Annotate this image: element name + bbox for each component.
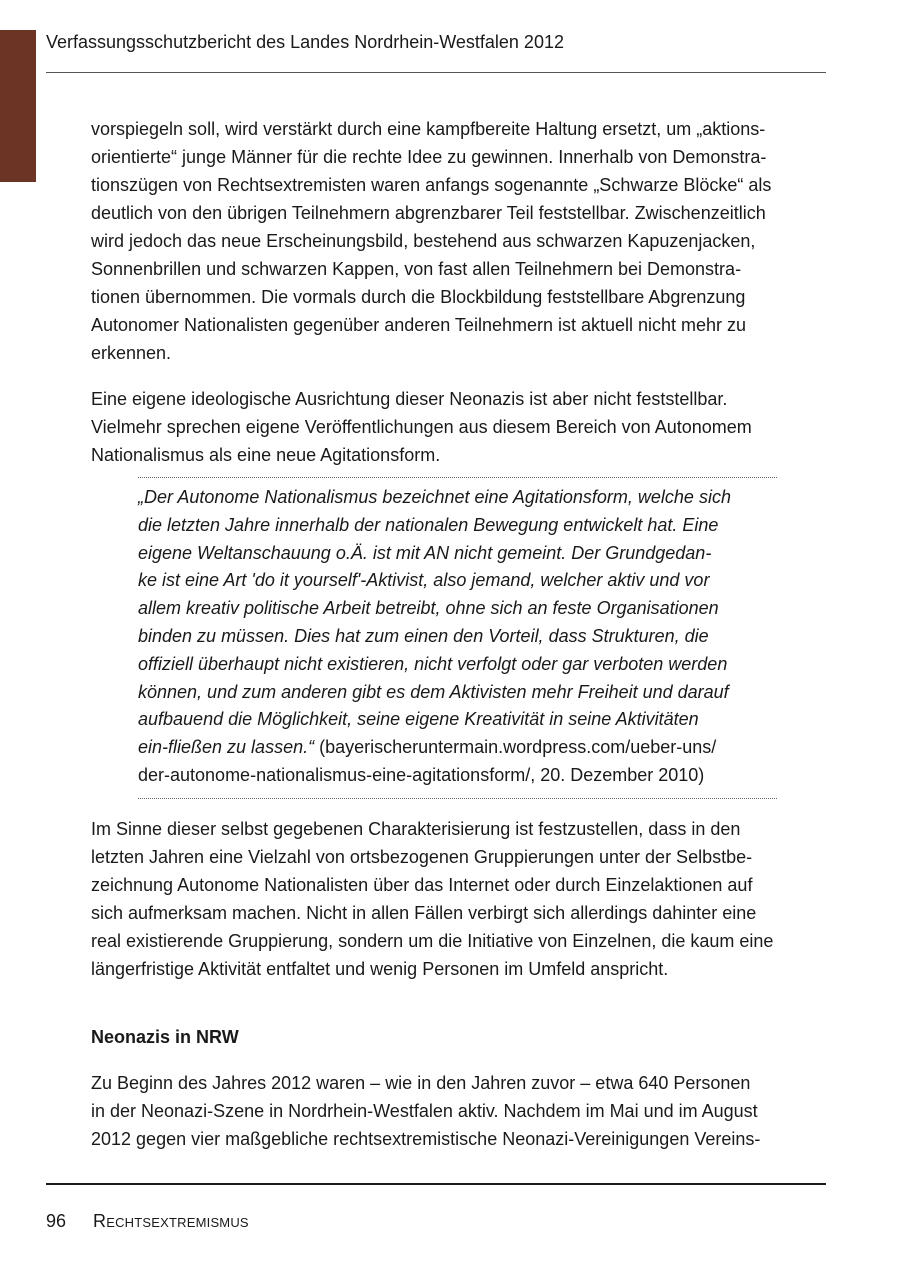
paragraph-2 xyxy=(91,385,826,469)
main-content xyxy=(91,115,826,1153)
text-line: orientierte“ junge Männer für die rechte Idee zu gewinnen. Innerhalb von Demonstra- xyxy=(91,147,767,167)
chapter-marker-tab xyxy=(0,30,36,182)
quote-closing-line xyxy=(138,734,777,762)
page-number: 96 xyxy=(46,1211,67,1231)
text-line: längerfristige Aktivität entfaltet und wenig Personen im Umfeld anspricht. xyxy=(91,958,669,979)
text-line: real existierende Gruppierung, sondern um die Initiative von Einzelnen, die kaum eine xyxy=(91,930,774,951)
text-line: tionszügen von Rechtsextremisten waren anfangs sogenannte „Schwarze Blöcke“ als xyxy=(91,175,772,195)
text-line: in der Neonazi-Szene in Nordrhein-Westfalen aktiv. Nachdem im Mai und im August xyxy=(91,1100,758,1121)
text-line: deutlich von den übrigen Teilnehmern abgrenzbarer Teil feststellbar. Zwischenzeitlich xyxy=(91,203,766,223)
paragraph-4 xyxy=(91,1069,826,1153)
text-line: Im Sinne dieser selbst gegebenen Charakterisierung ist festzustellen, dass in den xyxy=(91,818,741,839)
paragraph-spacer xyxy=(91,367,826,385)
quote-line: allem kreativ politische Arbeit betreibt, ohne sich an feste Organisationen xyxy=(138,598,719,619)
quotation-box xyxy=(138,477,777,799)
quote-source-start: (bayerischeruntermain.wordpress.com/ueber-uns/ xyxy=(314,737,717,758)
text-line: sich aufmerksam machen. Nicht in allen Fällen verbirgt sich allerdings dahinter eine xyxy=(91,902,757,923)
text-line: Vielmehr sprechen eigene Veröffentlichungen aus diesem Bereich von Autonomem xyxy=(91,417,752,437)
text-line: Autonomer Nationalisten gegenüber anderen Teilnehmern ist aktuell nicht mehr zu xyxy=(91,315,747,335)
text-line: Eine eigene ideologische Ausrichtung dieser Neonazis ist aber nicht feststellbar. xyxy=(91,389,728,409)
paragraph-3 xyxy=(91,815,826,983)
text-line: tionen übernommen. Die vormals durch die Blockbildung feststellbare Abgrenzung xyxy=(91,287,746,307)
text-line: vorspiegeln soll, wird verstärkt durch eine kampfbereite Haltung ersetzt, um „aktions- xyxy=(91,119,766,139)
text-line: 2012 gegen vier maßgebliche rechtsextremistische Neonazi-Vereinigungen Vereins- xyxy=(91,1128,761,1149)
quote-line: eigene Weltanschauung o.Ä. ist mit AN nicht gemeint. Der Grundgedan- xyxy=(138,542,712,563)
quote-source-line: der-autonome-nationalismus-eine-agitationsform/, 20. Dezember 2010) xyxy=(138,764,705,785)
text-line: wird jedoch das neue Erscheinungsbild, bestehend aus schwarzen Kapuzenjacken, xyxy=(91,231,756,251)
quote-line: binden zu müssen. Dies hat zum einen den Vorteil, dass Strukturen, die xyxy=(138,625,709,646)
paragraph-spacer xyxy=(91,799,826,815)
footer-section-name: Rechtsextremismus xyxy=(93,1211,249,1231)
text-line: erkennen. xyxy=(91,343,172,363)
section-spacer xyxy=(91,983,826,1023)
quote-closing-text: ein-fließen zu lassen.“ xyxy=(138,737,315,758)
quote-line: „Der Autonome Nationalismus bezeichnet eine Agitationsform, welche sich xyxy=(138,487,731,507)
paragraph-spacer xyxy=(91,1051,826,1069)
quote-line: aufbauend die Möglichkeit, seine eigene Kreativität in seine Aktivitäten xyxy=(138,709,699,730)
text-line: Nationalismus als eine neue Agitationsform. xyxy=(91,445,441,465)
header-divider xyxy=(46,72,826,73)
paragraph-1 xyxy=(91,115,826,367)
section-heading: Neonazis in NRW xyxy=(91,1026,239,1047)
text-line: Zu Beginn des Jahres 2012 waren – wie in den Jahren zuvor – etwa 640 Personen xyxy=(91,1072,751,1093)
footer-divider xyxy=(46,1183,826,1185)
quote-line: die letzten Jahre innerhalb der nationalen Bewegung entwickelt hat. Eine xyxy=(138,514,719,535)
quote-line: ke ist eine Art 'do it yourself'-Aktivist, also jemand, welcher aktiv und vor xyxy=(138,570,710,591)
text-line: zeichnung Autonome Nationalisten über das Internet oder durch Einzelaktionen auf xyxy=(91,874,753,895)
running-header-title: Verfassungsschutzbericht des Landes Nordrhein-Westfalen 2012 xyxy=(46,32,564,52)
text-line: Sonnenbrillen und schwarzen Kappen, von fast allen Teilnehmern bei Demonstra- xyxy=(91,259,742,279)
quote-line: können, und zum anderen gibt es dem Aktivisten mehr Freiheit und darauf xyxy=(138,681,729,702)
text-line: letzten Jahren eine Vielzahl von ortsbezogenen Gruppierungen unter der Selbstbe- xyxy=(91,846,753,867)
quote-line: offiziell überhaupt nicht existieren, nicht verfolgt oder gar verboten werden xyxy=(138,653,728,674)
